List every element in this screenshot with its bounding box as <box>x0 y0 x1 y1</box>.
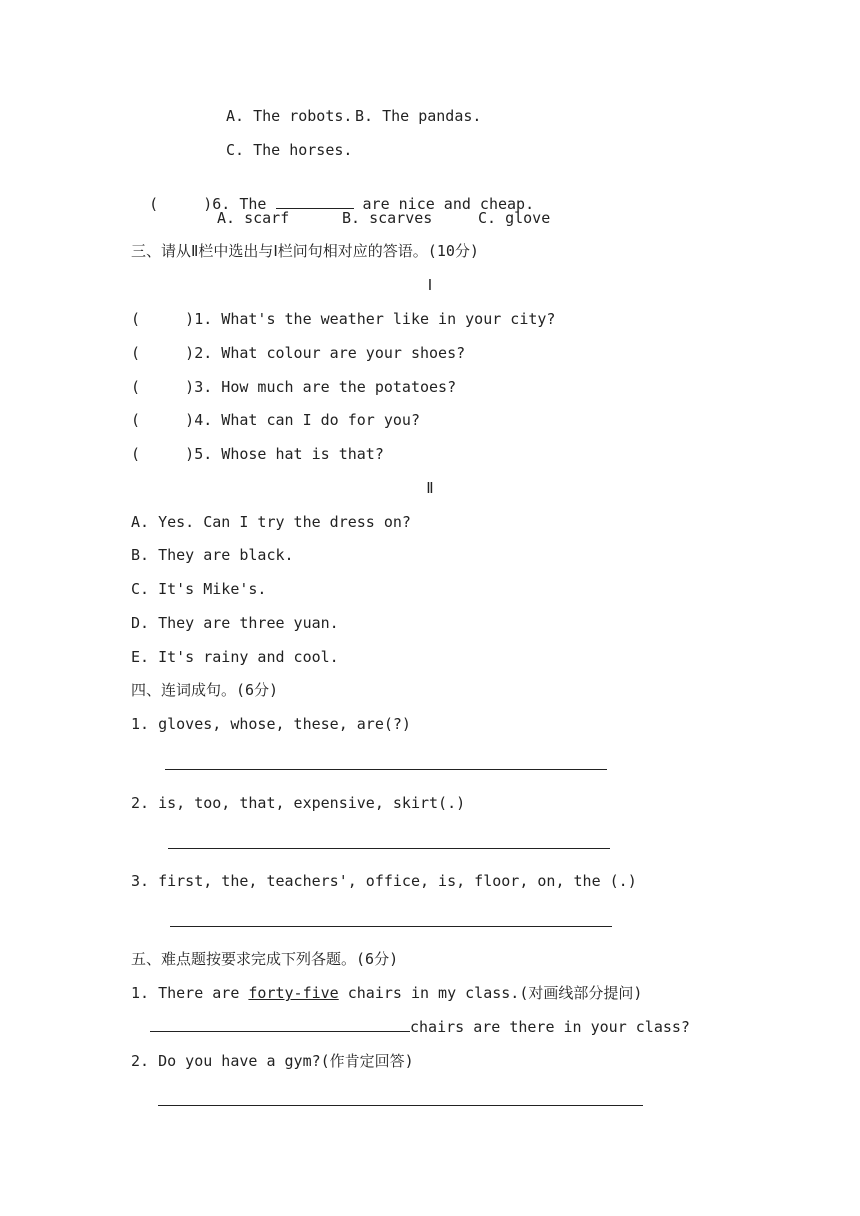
match-answer-b: B. They are black. <box>131 546 294 564</box>
section4-title: 四、连词成句。(6分) <box>131 681 279 699</box>
match-answer-c: C. It's Mike's. <box>131 580 267 598</box>
section5-title: 五、难点题按要求完成下列各题。(6分) <box>131 950 399 968</box>
match-answer-e: E. It's rainy and cool. <box>131 648 339 666</box>
reorder-item-3: 3. first, the, teachers', office, is, floor, on, the (.) <box>131 872 637 890</box>
match-answer-d: D. They are three yuan. <box>131 614 339 632</box>
match-question-4: ( )4. What can I do for you? <box>131 411 420 429</box>
q6-blank[interactable] <box>276 194 354 209</box>
match-question-3: ( )3. How much are the potatoes? <box>131 378 457 396</box>
q6-option-c: C. glove <box>478 209 551 227</box>
q6-option-b: B. scarves <box>342 209 433 227</box>
column-1-header: Ⅰ <box>427 276 433 294</box>
q6-post: are nice and cheap. <box>362 195 535 213</box>
column-2-header: Ⅱ <box>426 479 434 497</box>
reorder-item-1: 1. gloves, whose, these, are(?) <box>131 715 411 733</box>
underlined-phrase: forty-five <box>248 984 339 1002</box>
q5-option-b: B. The pandas. <box>355 107 482 125</box>
reorder-item-2: 2. is, too, that, expensive, skirt(.) <box>131 794 466 812</box>
section5-question-2: 2. Do you have a gym?(作肯定回答) <box>131 1052 414 1070</box>
s5q1-blank[interactable] <box>150 1017 410 1032</box>
q6-row <box>131 174 534 214</box>
answer-line-1[interactable] <box>165 769 607 770</box>
q6-option-a: A. scarf <box>217 209 290 227</box>
section5-question-1 <box>131 983 642 1003</box>
match-question-5: ( )5. Whose hat is that? <box>131 445 384 463</box>
answer-line-3[interactable] <box>170 926 612 927</box>
s5q1-post: chairs in my class.(对画线部分提问) <box>338 984 643 1002</box>
match-answer-a: A. Yes. Can I try the dress on? <box>131 513 411 531</box>
q5-option-a: A. The robots. <box>226 107 353 125</box>
answer-line-2[interactable] <box>168 848 610 849</box>
s5q1-pre: 1. There are <box>131 984 249 1002</box>
s5q1-answer-tail: chairs are there in your class? <box>410 1018 690 1036</box>
section3-title: 三、请从Ⅱ栏中选出与Ⅰ栏问句相对应的答语。(10分) <box>131 242 479 260</box>
section5-answer-1 <box>150 1017 690 1037</box>
q5-option-c: C. The horses. <box>226 141 353 159</box>
match-question-1: ( )1. What's the weather like in your city? <box>131 310 556 328</box>
q6-pre: The <box>239 195 267 213</box>
q6-paren: ( )6. <box>149 195 231 213</box>
answer-line-4[interactable] <box>158 1105 643 1106</box>
match-question-2: ( )2. What colour are your shoes? <box>131 344 466 362</box>
